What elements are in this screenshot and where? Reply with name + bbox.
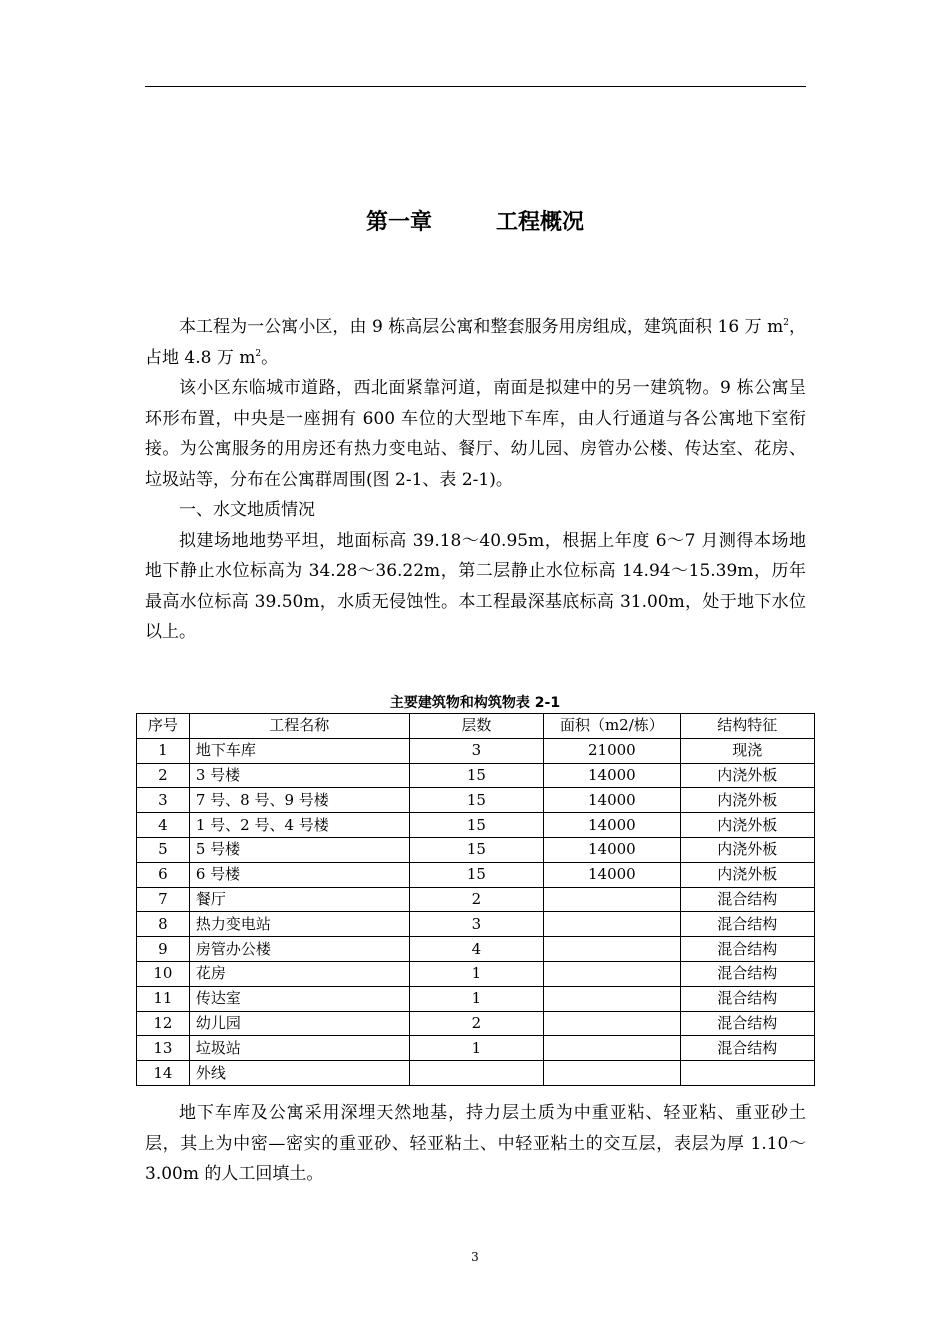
- cell-floors: 15: [409, 862, 543, 887]
- table-row: [137, 1061, 815, 1086]
- cell-area: 14000: [544, 763, 681, 788]
- table-body: [137, 738, 815, 1085]
- cell-name: 房管办公楼: [189, 937, 409, 962]
- cell-area: [544, 1036, 681, 1061]
- cell-structure: 内浇外板: [680, 813, 814, 838]
- cell-no: 11: [137, 986, 190, 1011]
- overview-text-3: 。: [261, 347, 279, 368]
- table-row: [137, 738, 815, 763]
- cell-no: 4: [137, 813, 190, 838]
- cell-name: 外线: [189, 1061, 409, 1086]
- cell-area: 14000: [544, 788, 681, 813]
- overview-text-2: ，占地 4.8 万 m: [145, 317, 806, 368]
- cell-area: [544, 1011, 681, 1036]
- cell-floors: 4: [409, 937, 543, 962]
- page-number: 3: [471, 1250, 479, 1264]
- cell-no: 13: [137, 1036, 190, 1061]
- cell-no: 7: [137, 887, 190, 912]
- superscript-1: 2: [783, 318, 789, 328]
- paragraph-hydrogeology: 拟建场地地势平坦，地面标高 39.18～40.95m，根据上年度 6～7 月测得本场地地下静止水位标高为 34.28～36.22m，第二层静止水位标高 14.94～15.39m，历年最高水位标高 39.50m，水质无侵蚀性。本工程最深基底标高 31.00m，处于地下水位以上。: [145, 530, 806, 642]
- paragraph-overview: [145, 312, 806, 373]
- cell-structure: 内浇外板: [680, 837, 814, 862]
- header-structure: 结构特征: [680, 714, 814, 739]
- cell-floors: 2: [409, 1011, 543, 1036]
- cell-floors: 3: [409, 912, 543, 937]
- cell-floors: [409, 1061, 543, 1086]
- table-row: [137, 937, 815, 962]
- header-no: 序号: [137, 714, 190, 739]
- cell-floors: 1: [409, 1036, 543, 1061]
- cell-structure: 内浇外板: [680, 788, 814, 813]
- table-row: [137, 837, 815, 862]
- cell-area: [544, 887, 681, 912]
- table-row: [137, 813, 815, 838]
- cell-area: 21000: [544, 738, 681, 763]
- cell-floors: 15: [409, 763, 543, 788]
- cell-floors: 15: [409, 813, 543, 838]
- table-row: [137, 1036, 815, 1061]
- cell-structure: 混合结构: [680, 1011, 814, 1036]
- cell-name: 1 号、2 号、4 号楼: [189, 813, 409, 838]
- cell-no: 6: [137, 862, 190, 887]
- table-row: [137, 862, 815, 887]
- cell-area: [544, 1061, 681, 1086]
- cell-area: 14000: [544, 862, 681, 887]
- cell-area: 14000: [544, 837, 681, 862]
- header-rule: [145, 86, 806, 87]
- table-caption: 主要建筑物和构筑物表 2-1: [389, 695, 561, 711]
- superscript-2: 2: [255, 348, 262, 359]
- chapter-heading: 工程概况: [496, 209, 585, 235]
- paragraph-foundation: 地下车库及公寓采用深埋天然地基，持力层土质为中重亚粘、轻亚粘、重亚砂土层，其上为中密—密实的重亚砂、轻亚粘土、中轻亚粘土的交互层，表层为厚 1.10～3.00m 的人工回填土。: [145, 1103, 806, 1184]
- cell-name: 6 号楼: [189, 862, 409, 887]
- cell-name: 幼儿园: [189, 1011, 409, 1036]
- table-row: [137, 788, 815, 813]
- chapter-title: [0, 205, 950, 236]
- table-row: [137, 961, 815, 986]
- cell-area: 14000: [544, 813, 681, 838]
- cell-structure: 混合结构: [680, 961, 814, 986]
- cell-name: 7 号、8 号、9 号楼: [189, 788, 409, 813]
- cell-floors: 2: [409, 887, 543, 912]
- buildings-table: [136, 713, 815, 1086]
- cell-no: 1: [137, 738, 190, 763]
- cell-name: 传达室: [189, 986, 409, 1011]
- cell-structure: [680, 1061, 814, 1086]
- cell-no: 12: [137, 1011, 190, 1036]
- cell-name: 餐厅: [189, 887, 409, 912]
- cell-name: 地下车库: [189, 738, 409, 763]
- chapter-number: 第一章: [365, 209, 432, 235]
- cell-structure: 混合结构: [680, 912, 814, 937]
- cell-floors: 1: [409, 986, 543, 1011]
- header-name: 工程名称: [189, 714, 409, 739]
- intro-section: [145, 312, 806, 648]
- cell-structure: 混合结构: [680, 1036, 814, 1061]
- cell-structure: 内浇外板: [680, 862, 814, 887]
- cell-no: 10: [137, 961, 190, 986]
- overview-text-1: 本工程为一公寓小区，由 9 栋高层公寓和整套服务用房组成，建筑面积 16 万 m: [179, 317, 784, 337]
- cell-name: 热力变电站: [189, 912, 409, 937]
- cell-structure: 现浇: [680, 738, 814, 763]
- paragraph-layout: 该小区东临城市道路，西北面紧靠河道，南面是拟建中的另一建筑物。9 栋公寓呈环形布置，中央是一座拥有 600 车位的大型地下车库，由人行通道与各公寓地下室衔接。为公寓服务的用房还有热力变电站、餐厅、幼儿园、房管办公楼、传达室、花房、垃圾站等，分布在公寓群周围(图 2-1、表 2-1)。: [145, 378, 806, 490]
- closing-section: [145, 1098, 806, 1190]
- cell-floors: 3: [409, 738, 543, 763]
- section-heading-hydrogeology: 一、水文地质情况: [179, 500, 315, 520]
- cell-structure: 混合结构: [680, 986, 814, 1011]
- cell-no: 2: [137, 763, 190, 788]
- cell-name: 3 号楼: [189, 763, 409, 788]
- cell-name: 5 号楼: [189, 837, 409, 862]
- table-row: [137, 887, 815, 912]
- cell-area: [544, 986, 681, 1011]
- cell-area: [544, 961, 681, 986]
- cell-no: 3: [137, 788, 190, 813]
- cell-area: [544, 937, 681, 962]
- cell-floors: 15: [409, 788, 543, 813]
- header-area: 面积（m2/栋）: [544, 714, 681, 739]
- cell-structure: 混合结构: [680, 887, 814, 912]
- table-row: [137, 986, 815, 1011]
- cell-name: 垃圾站: [189, 1036, 409, 1061]
- cell-structure: 内浇外板: [680, 763, 814, 788]
- cell-floors: 1: [409, 961, 543, 986]
- cell-no: 8: [137, 912, 190, 937]
- cell-no: 14: [137, 1061, 190, 1086]
- table-header-row: [137, 714, 815, 739]
- cell-no: 5: [137, 837, 190, 862]
- table-row: [137, 912, 815, 937]
- cell-area: [544, 912, 681, 937]
- header-floors: 层数: [409, 714, 543, 739]
- table-row: [137, 1011, 815, 1036]
- cell-structure: 混合结构: [680, 937, 814, 962]
- cell-floors: 15: [409, 837, 543, 862]
- table-row: [137, 763, 815, 788]
- cell-no: 9: [137, 937, 190, 962]
- cell-name: 花房: [189, 961, 409, 986]
